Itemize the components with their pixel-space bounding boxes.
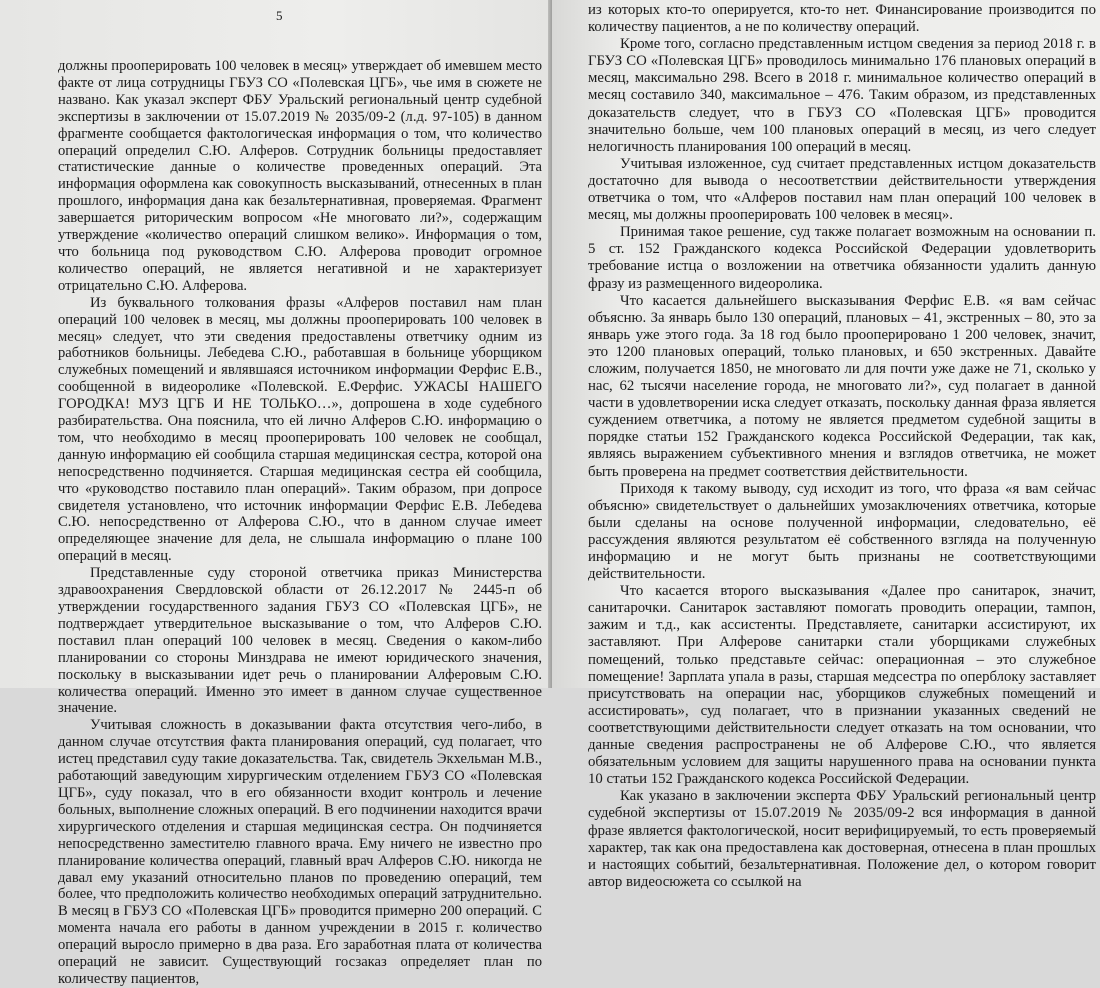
paragraph: Принимая такое решение, суд также полагает возможным на основании п. 5 ст. 152 Гражданского кодекса Российской Федерации удовлетворить требование истца о возложении на ответчика обязанности удалить данную фразу из размещенного видеоролика. bbox=[588, 224, 1096, 292]
paragraph: Что касается дальнейшего высказывания Ферфис Е.В. «я вам сейчас объясню. За январь было 130 операций, плановых – 41, экстренных – 80, это за январь уже этого года. За 18 год было прооперировано 1 200 человек, значит, это 1200 плановых операций, только плановых, и 650 экстренных. Давайте сложим, получается 1850, не многовато ли для почти уже даже не 71, сколько у нас, 62 тысячи население города, не многовато ли?», суд полагает в данной части в удовлетворении иска следует отказать, поскольку данная фраза является суждением ответчика, а потому не является предметом судебной защиты в порядке статьи 152 Гражданского кодекса Российской Федерации, так как, являясь выражением субъективного мнения и взглядов ответчика, не может быть проверена на предмет соответствия действительности. bbox=[588, 292, 1096, 480]
paragraph: Как указано в заключении эксперта ФБУ Уральский региональный центр судебной экспертизы от 15.07.2019 № 2035/09-2 вся информация в данной фразе является фактологической, носит верифицируемый, то есть проверяемый характер, так как она предоставлена как достоверная, отнесена в план прошлых и настоящих событий, безальтернативная. Положение дел, о котором говорит автор видеосюжета со ссылкой на bbox=[588, 788, 1096, 890]
paragraph: Из буквального толкования фразы «Алферов поставил нам план операций 100 человек в месяц, мы должны прооперировать 100 человек в месяц» следует, что эти сведения предоставлены ответчику одним из работников больницы. Лебедева С.Ю., работавшая в больнице уборщиком служебных помещений и являвшаяся источником информации Ферфис Е.В., сообщенной в видеоролике «Полевской. Е.Ферфис. УЖАСЫ НАШЕГО ГОРОДКА! МУЗ ЦГБ И НЕ ТОЛЬКО…», допрошена в ходе судебного разбирательства. Она пояснила, что ей лично Алферов С.Ю. информацию о том, что необходимо в месяц прооперировать 100 человек не сообщал, данную информацию ей сообщила старшая медицинская сестра, которой она непосредственно подчиняется. Старшая медицинская сестра ей сообщила, что «руководство поставило план операций». Таким образом, при допросе свидетеля установлено, что источник информации Ферфис Е.В. Лебедева С.Ю. непосредственно от Алферова С.Ю., что в данном случае имеет определяющее значение для дела, не слышала информацию о плане 100 операций в месяц. bbox=[58, 294, 542, 565]
page-number: 5 bbox=[276, 8, 283, 23]
paragraph: Приходя к такому выводу, суд исходит из того, что фраза «я вам сейчас объясню» свидетельствует о дальнейших умозаключениях ответчика, которые были сделаны на основе полученной информации, следовательно, её рассуждения являются результатом её собственного взгляда на полученную информацию и не могут быть признаны не соответствующими действительности. bbox=[588, 480, 1096, 583]
paragraph: из которых кто-то оперируется, кто-то нет. Финансирование производится по количеству пациентов, а не по количеству операций. bbox=[588, 2, 1096, 36]
paragraph: Учитывая сложность в доказывании факта отсутствия чего-либо, в данном случае отсутствия факта планирования операций, суд полагает, что истец представил суду такие доказательства. Так, свидетель Экхельман М.В., работающий заведующим хирургическим отделением ГБУЗ СО «Полевская ЦГБ», суду показал, что в его обязанности входит контроль и лечение больных, выполнение сложных операций. В его подчинении находится врачи хирургического отделения и старшая медицинская сестра. Он подчиняется непосредственно заместителю главного врача. Ему ничего не известно про планирование количества операций, главный врач Алферов С.Ю. никогда не давал ему указаний относительно планов по проведению операций, тем более, что предположить количество необходимых операций затруднительно. В месяц в ГБУЗ СО «Полевская ЦГБ» проводится примерно 200 операций. С момента начала его работы в данном учреждении в 2015 г. количество операций выросло примерно в два раза. Его заработная плата от количества операций не зависит. Существующий госзаказ определяет план по количеству пациентов, bbox=[58, 717, 542, 987]
paragraph: Учитывая изложенное, суд считает представленных истцом доказательств достаточно для вывода о несоответствии действительности утверждения ответчика о том, что «Алферов поставил нам план операций 100 человек в месяц, мы должны прооперировать 100 человек в месяц». bbox=[588, 155, 1096, 224]
paragraph: Что касается второго высказывания «Далее про санитарок, значит, санитарочки. Санитарок заставляют помогать проводить операции, тампон, зажим и т.д., как ассистенты. Представляете, санитарки ассистируют, их заставляют. При Алферове санитарки стали уборщиками служебных помещений, только представьте сейчас: операционная – это служебное помещение! Зарплата упала в разы, старшая медсестра по оперблоку заставляет присутствовать на операции нас, уборщиков служебных помещений и ассистировать», суд полагает, что в признании указанных сведений не соответствующими действительности следует отказать на том основании, что данные сведения распространены не об Алферове С.Ю., что является обязательным условием для защиты нарушенного права на основании пункта 10 статьи 152 Гражданского кодекса Российской Федерации. bbox=[588, 583, 1096, 788]
paragraph: Кроме того, согласно представленным истцом сведения за период 2018 г. в ГБУЗ СО «Полевская ЦГБ» проводилось минимально 176 плановых операций в месяц, максимально 298. Всего в 2018 г. минимальное количество операций в месяц составило 340, максимальное – 476. Таким образом, из представленных доказательств следует, что в ГБУЗ СО «Полевская ЦГБ» проводится значительно больше, чем 100 плановых операций в месяц, из чего следует нелогичность планирования 100 операций в месяц. bbox=[588, 36, 1096, 155]
right-page bbox=[552, 0, 1100, 890]
paragraph: должны прооперировать 100 человек в месяц» утверждает об имевшем место факте от лица сотрудницы ГБУЗ СО «Полевская ЦГБ», чье имя в сюжете не названо. Как указал эксперт ФБУ Уральский региональный центр судебной экспертизы в заключении от 15.07.2019 № 2035/09-2 (л.д. 97-105) в данном фрагменте сообщается фактологическая информация о том, что количество операций определил С.Ю. Алферов. Сотрудник больницы предоставляет статистические данные о количестве проведенных операций. Эта информация оформлена как совокупность высказываний, отнесенных в план прошлого, информация дана как безальтернативная, проверяемая. Фрагмент завершается риторическим вопросом «Не многовато ли?», содержащим утверждение «количество операций слишком велико». Информация о том, что больница под руководством С.Ю. Алферова проводит огромное количество операций, не является негативной и не характеризует отрицательно С.Ю. Алферова. bbox=[58, 58, 542, 294]
paragraph: Представленные суду стороной ответчика приказ Министерства здравоохранения Свердловской области от 26.12.2017 № 2445-п об утверждении государственного задания ГБУЗ СО «Полевская ЦГБ», не подтверждает утвердительное высказывание о том, что Алферов С.Ю. поставил план операций 100 человек в месяц. Сведения о каком-либо планировании со стороны Минздрава не имеют юридического значения, поскольку в высказывании идет речь о планировании Алферовым С.Ю. количества операций. Именно это имеет в данном случае существенное значение. bbox=[58, 565, 542, 717]
